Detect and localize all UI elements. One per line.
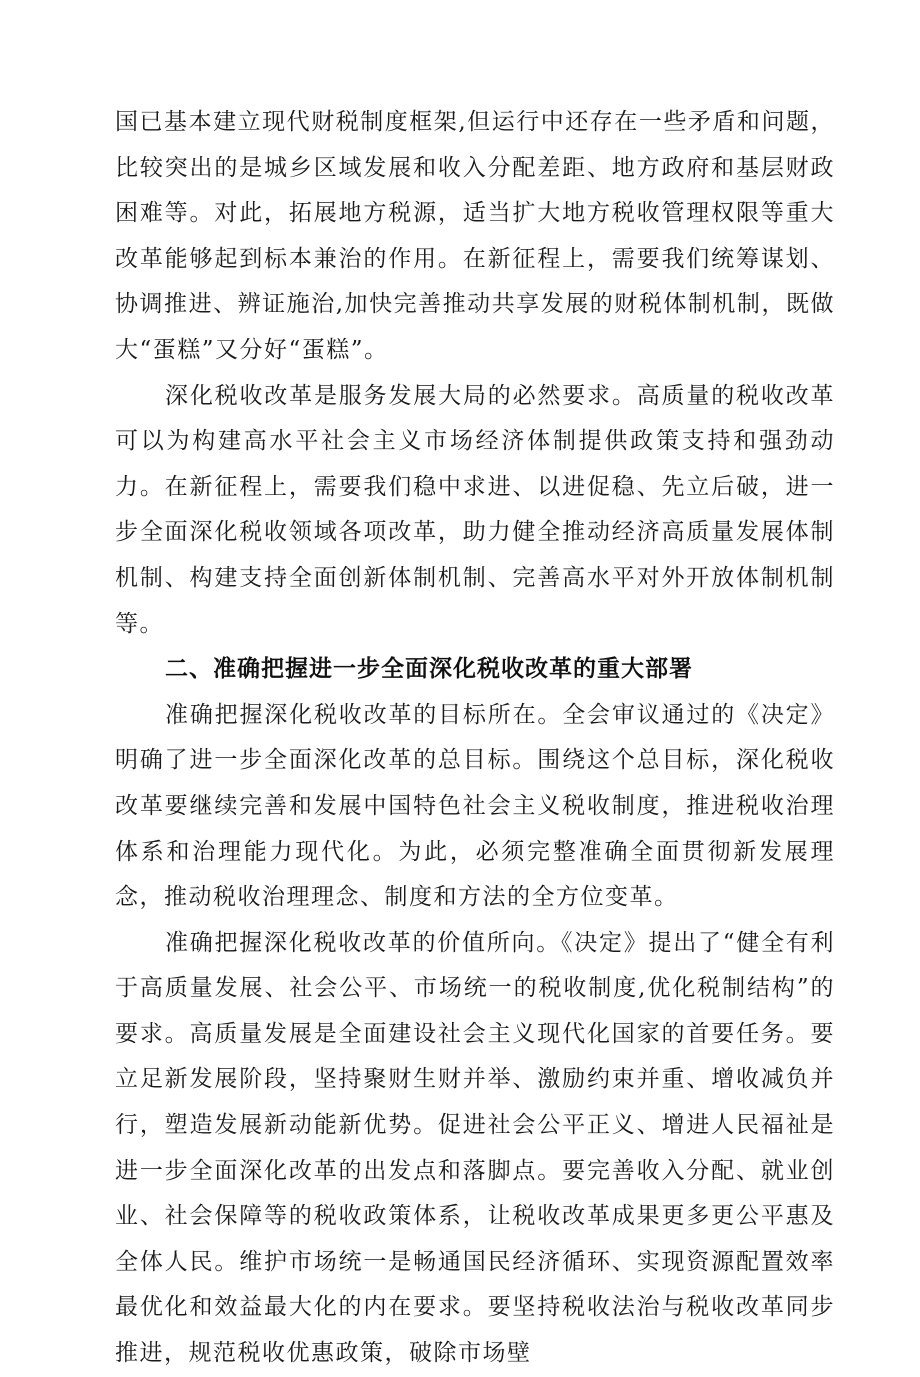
- section-heading: 二、准确把握进一步全面深化税收改革的重大部署: [165, 656, 693, 683]
- paragraph-reform-goal: 准确把握深化税收改革的目标所在。全会审议通过的《决定》明确了进一步全面深化改革的总目标。围绕这个总目标，深化税收改革要继续完善和发展中国特色社会主义税收制度，推进税收治理体系和治理能力现代化。为此，必须完整准确全面贯彻新发展理念，推动税收治理理念、制度和方法的全方位变革。: [115, 701, 835, 911]
- paragraph-continuation: 国已基本建立现代财税制度框架,但运行中还存在一些矛盾和问题，比较突出的是城乡区域发展和收入分配差距、地方政府和基层财政困难等。对此，拓展地方税源，适当扩大地方税收管理权限等重大改革能够起到标本兼治的作用。在新征程上，需要我们统筹谋划、协调推进、辨证施治,加快完善推动共享发展的财税体制机制，既做大“蛋糕”又分好“蛋糕”。: [115, 109, 835, 363]
- paragraph-tax-reform-development: 深化税收改革是服务发展大局的必然要求。高质量的税收改革可以为构建高水平社会主义市场经济体制提供政策支持和强劲动力。在新征程上，需要我们稳中求进、以进促稳、先立后破，进一步全面深化税收领域各项改革，助力健全推动经济高质量发展体制机制、构建支持全面创新体制机制、完善高水平对外开放体制机制等。: [115, 382, 835, 637]
- paragraph-reform-value: 准确把握深化税收改革的价值所向。《决定》提出了“健全有利于高质量发展、社会公平、市场统一的税收制度,优化税制结构”的要求。高质量发展是全面建设社会主义现代化国家的首要任务。要立足新发展阶段，坚持聚财生财并举、激励约束并重、增收减负并行，塑造发展新动能新优势。促进社会公平正义、增进人民福祉是进一步全面深化改革的出发点和落脚点。要完善收入分配、就业创业、社会保障等的税收政策体系，让税收改革成果更多更公平惠及全体人民。维护市场统一是畅通国民经济循环、实现资源配置效率最优化和效益最大化的内在要求。要坚持税收法治与税收改革同步推进，规范税收优惠政策，破除市场壁: [115, 929, 835, 1367]
- document-body: [115, 100, 835, 1377]
